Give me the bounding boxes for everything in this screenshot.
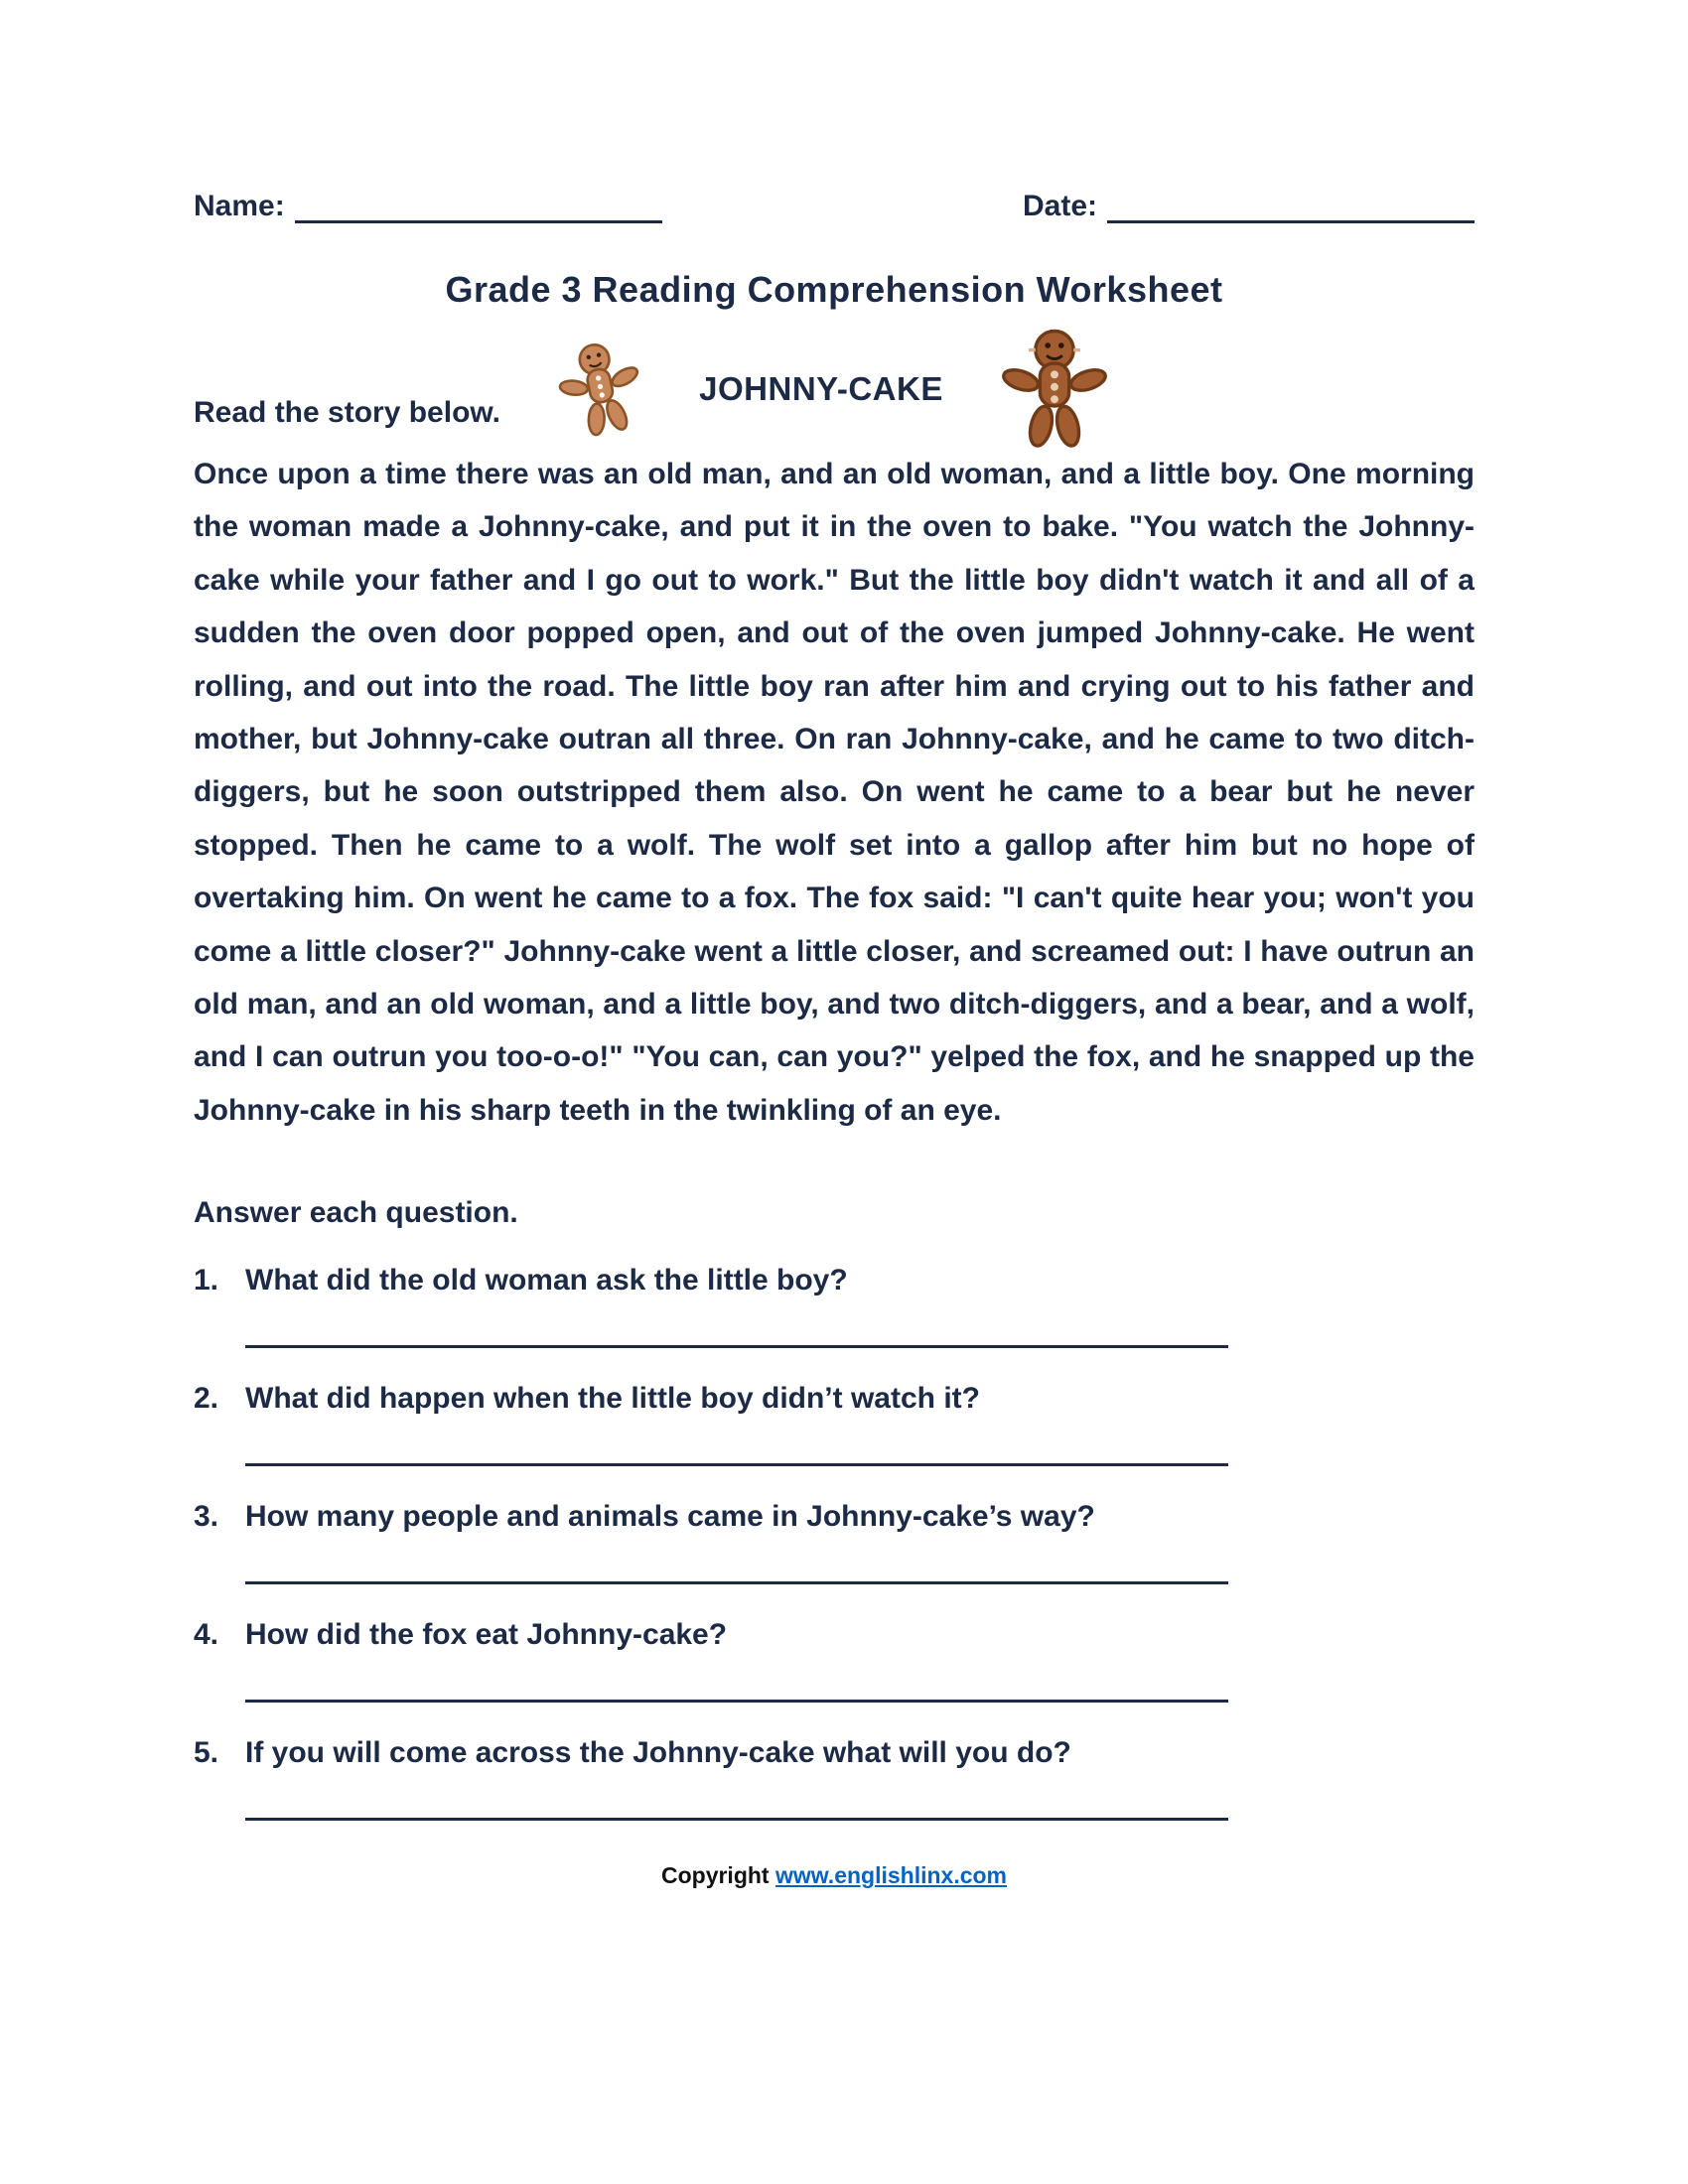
- answer-line-5: [245, 1770, 1228, 1821]
- question-text: What did the old woman ask the little boy?: [245, 1264, 848, 1297]
- gingerbread-man-right-icon: [998, 328, 1111, 451]
- question-text: If you will come across the Johnny-cake what will you do?: [245, 1736, 1071, 1770]
- page-title: Grade 3 Reading Comprehension Worksheet: [445, 269, 1223, 310]
- answer-instruction: Answer each question.: [194, 1196, 518, 1230]
- story-paragraph: Once upon a time there was an old man, and an old woman, and a little boy. One morning the woman made a Johnny-cake, and put it in the oven to bake. "You watch the Johnny-cake while your father and I go out to work." But the little boy didn't watch it and all of a sudden the oven door popped open, and out of the oven jumped Johnny-cake. He went rolling, and out into the road. The little boy ran after him and crying out to his father and mother, but Johnny-cake outran all three. On ran Johnny-cake, and he came to two ditch-diggers, but he soon outstripped them also. On went he came to a bear but he never stopped. Then he came to a wolf. The wolf set into a gallop after him but no hope of overtaking him. On went he came to a fox. The fox said: "I can't quite hear you; won't you come a little closer?" Johnny-cake went a little closer, and screamed out: I have outrun an old man, and an old woman, and a little boy, and two ditch-diggers, and a bear, and a wolf, and I can outrun you too-o-o!" "You can, can you?" yelped the fox, and he snapped up the Johnny-cake in his sharp teeth in the twinkling of an eye.: [194, 458, 1475, 1127]
- footer: [194, 1862, 1475, 1889]
- question-text: What did happen when the little boy didn’t watch it?: [245, 1382, 980, 1416]
- subtitle-row: [194, 331, 1475, 448]
- question-item-1: [194, 1264, 1475, 1348]
- question-number: 2.: [194, 1382, 219, 1416]
- question-list: [194, 1264, 1475, 1821]
- story-subtitle: JOHNNY-CAKE: [699, 370, 943, 407]
- question-number: 1.: [194, 1264, 219, 1297]
- date-blank-line: [1107, 189, 1475, 223]
- question-text: How many people and animals came in Johnny-cake’s way?: [245, 1500, 1095, 1534]
- question-item-3: [194, 1500, 1475, 1584]
- answer-line-3: [245, 1534, 1228, 1584]
- question-number: 3.: [194, 1500, 219, 1534]
- read-instruction: Read the story below.: [194, 396, 500, 429]
- question-item-5: [194, 1736, 1475, 1821]
- answer-line-1: [245, 1297, 1228, 1348]
- answer-line-4: [245, 1652, 1228, 1703]
- question-number: 5.: [194, 1736, 219, 1770]
- meta-row: [194, 189, 1475, 223]
- answer-line-2: [245, 1416, 1228, 1466]
- question-item-4: [194, 1618, 1475, 1703]
- gingerbread-man-left-icon: [548, 334, 653, 445]
- question-item-2: [194, 1382, 1475, 1466]
- name-field: [194, 189, 662, 223]
- date-field: [1023, 189, 1475, 223]
- question-number: 4.: [194, 1618, 219, 1652]
- date-label: Date:: [1022, 190, 1097, 222]
- copyright-label: Copyright: [660, 1862, 770, 1889]
- name-blank-line: [295, 189, 662, 223]
- name-label: Name:: [194, 190, 285, 222]
- copyright-link[interactable]: www.englishlinx.com: [774, 1862, 1008, 1889]
- question-text: How did the fox eat Johnny-cake?: [245, 1618, 728, 1652]
